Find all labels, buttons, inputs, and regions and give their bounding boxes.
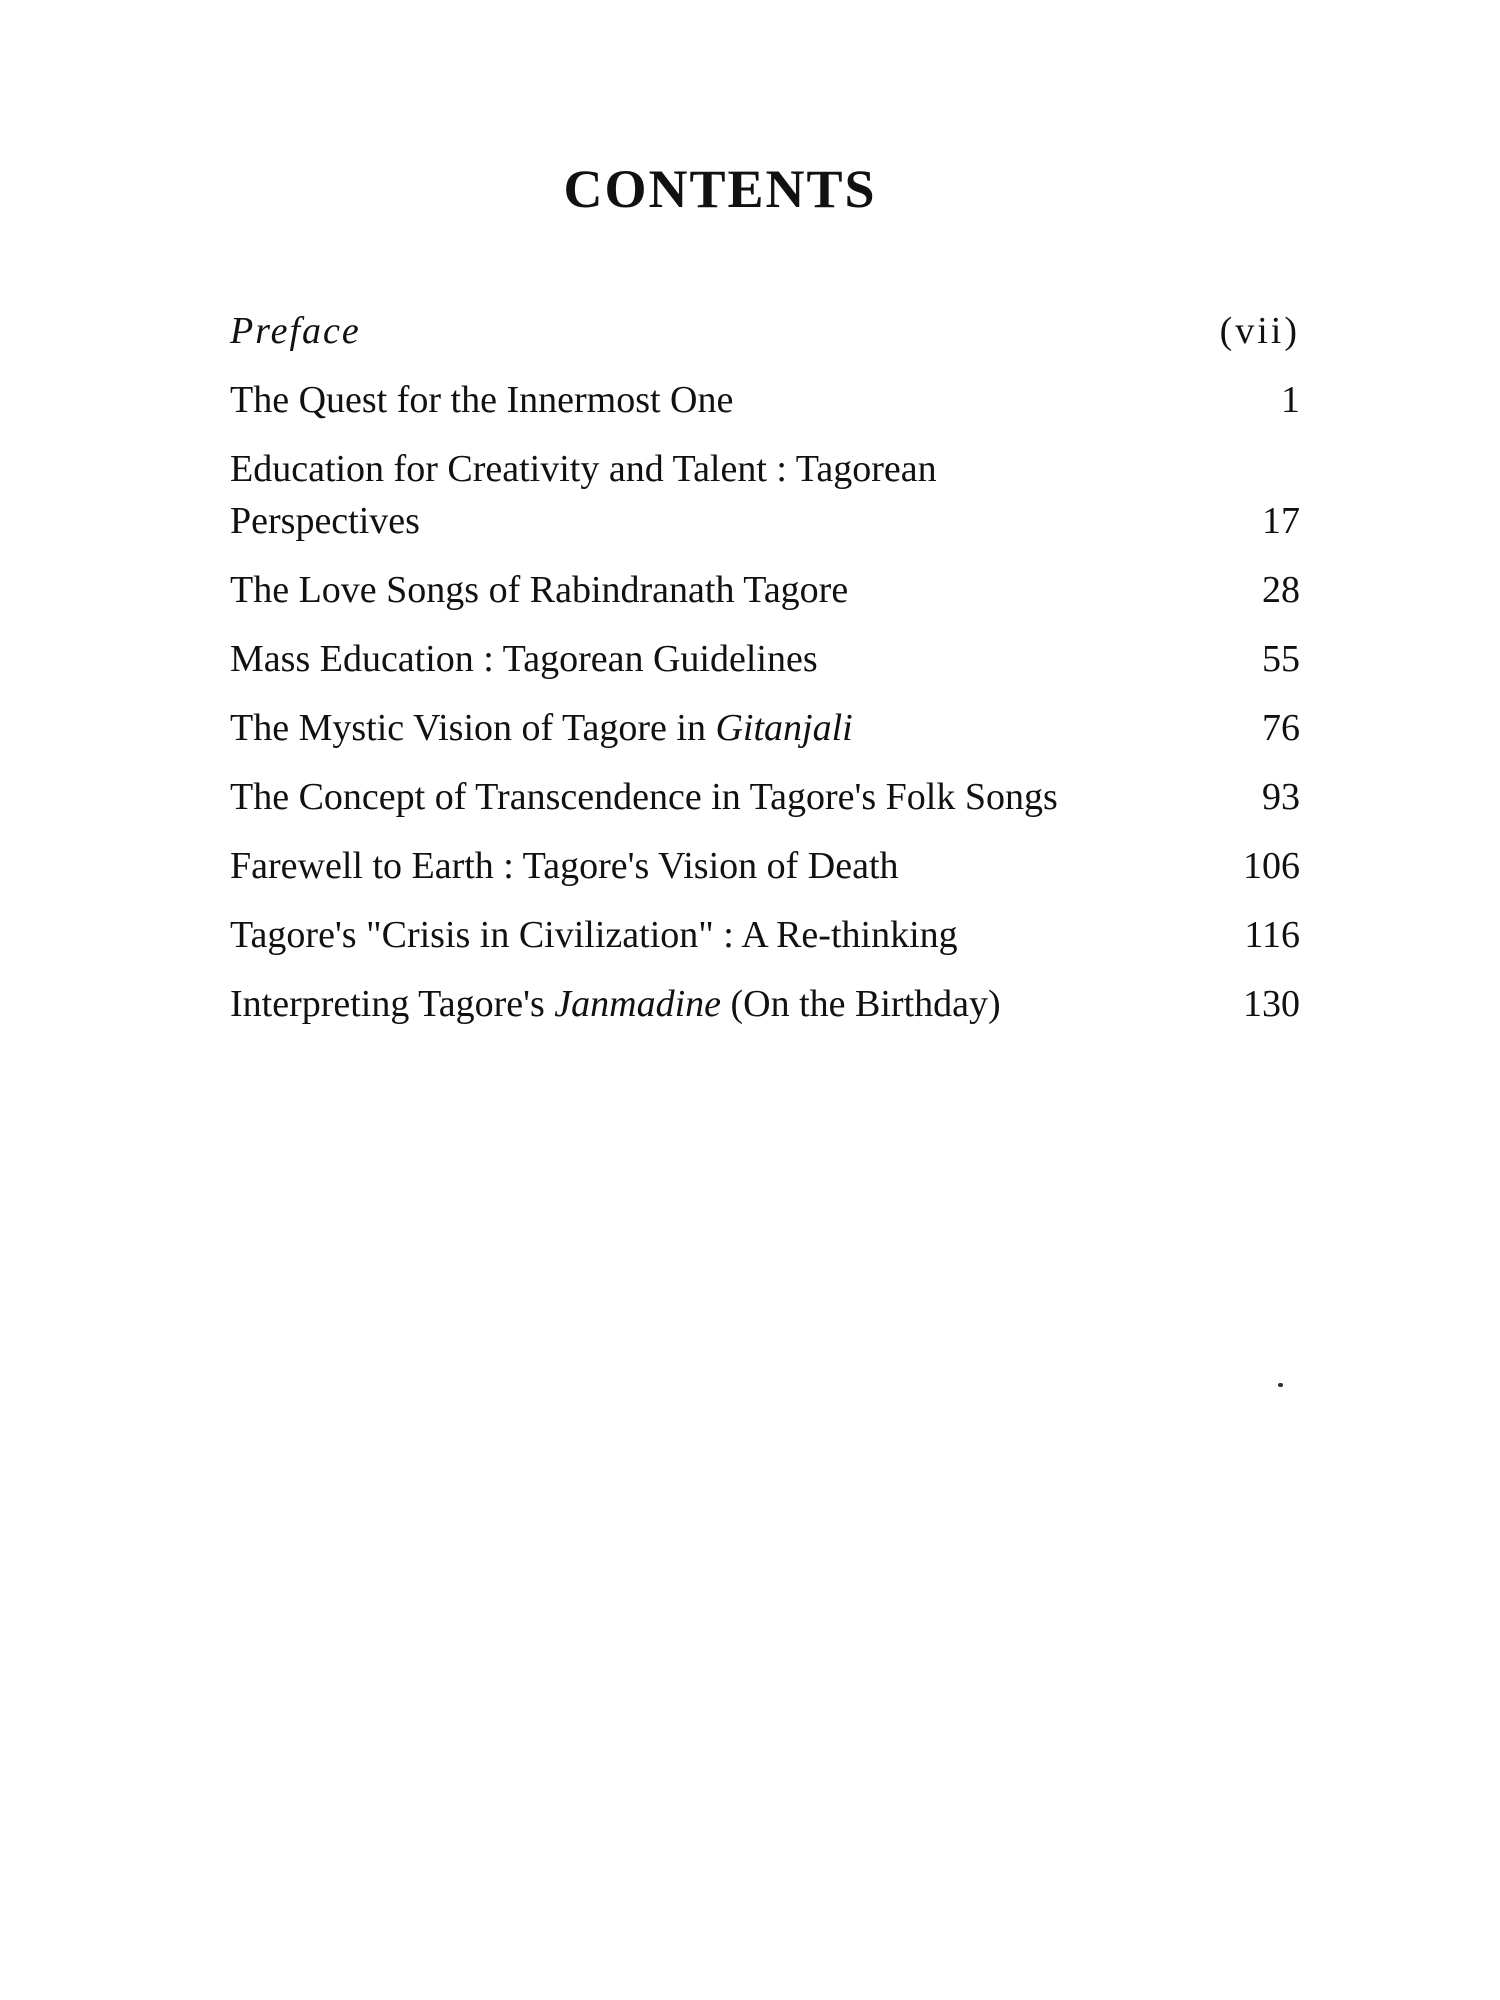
toc-entry-page: 55 (1262, 638, 1300, 680)
toc-entry-page: 76 (1262, 707, 1300, 749)
toc-entry-label-italic: Janmadine (554, 983, 721, 1025)
toc-entry (230, 443, 1300, 547)
toc-entry-page: 116 (1244, 914, 1300, 956)
toc-entry-label (230, 978, 1001, 1030)
toc-entry-page: 1 (1281, 379, 1300, 421)
print-speck (1278, 1383, 1283, 1387)
toc-entry-page: 106 (1243, 845, 1300, 887)
toc-entry-label (230, 443, 937, 547)
table-of-contents (230, 305, 1300, 1047)
page-title: CONTENTS (563, 159, 877, 219)
toc-entry (230, 374, 1300, 426)
toc-entry-label: The Love Songs of Rabindranath Tagore (230, 569, 849, 611)
toc-entry-label: Preface (230, 310, 361, 352)
toc-entry-label-line: Perspectives (230, 500, 420, 542)
toc-entry-page: 130 (1243, 983, 1300, 1025)
toc-entry-page: (vii) (1219, 310, 1300, 352)
toc-entry-label-line: Education for Creativity and Talent : Tagorean (230, 448, 937, 490)
toc-entry (230, 564, 1300, 616)
toc-entry-label: Mass Education : Tagorean Guidelines (230, 638, 818, 680)
toc-entry-label-text: The Mystic Vision of Tagore in (230, 707, 716, 749)
toc-entry (230, 633, 1300, 685)
toc-entry-preface (230, 305, 1300, 357)
toc-entry (230, 702, 1300, 754)
toc-entry-page: 93 (1262, 776, 1300, 818)
toc-entry-page: 28 (1262, 569, 1300, 611)
toc-entry (230, 840, 1300, 892)
toc-entry-label: Tagore's "Crisis in Civilization" : A Re-thinking (230, 914, 958, 956)
toc-entry-label: Farewell to Earth : Tagore's Vision of Death (230, 845, 899, 887)
toc-entry-label-italic: Gitanjali (715, 707, 853, 749)
toc-entry-label-text: (On the Birthday) (721, 983, 1001, 1025)
toc-entry (230, 978, 1300, 1030)
toc-entry-label: The Quest for the Innermost One (230, 379, 734, 421)
toc-entry-label: The Concept of Transcendence in Tagore's Folk Songs (230, 776, 1058, 818)
toc-entry-page: 17 (1262, 500, 1300, 542)
toc-entry-label (230, 702, 853, 754)
toc-entry-label-text: Interpreting Tagore's (230, 983, 555, 1025)
toc-entry (230, 909, 1300, 961)
toc-entry (230, 771, 1300, 823)
